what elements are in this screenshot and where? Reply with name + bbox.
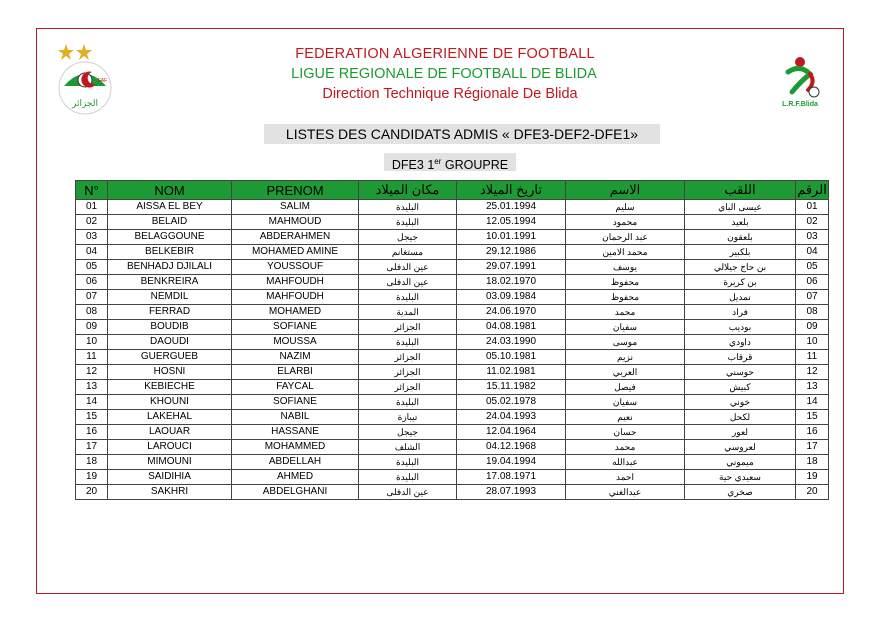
cell-prenom: SOFIANE <box>232 395 359 410</box>
cell-birthplace: البليدة <box>359 395 457 410</box>
cell-nom: LAOUAR <box>108 425 232 440</box>
cell-firstname-ar: محمد <box>566 440 685 455</box>
cell-birthdate: 28.07.1993 <box>457 485 566 500</box>
cell-birthdate: 11.02.1981 <box>457 365 566 380</box>
cell-prenom: YOUSSOUF <box>232 260 359 275</box>
table-row <box>76 290 829 305</box>
cell-num-ar: 12 <box>796 365 829 380</box>
header-prenom: PRENOM <box>232 181 359 200</box>
cell-prenom: ABDELGHANI <box>232 485 359 500</box>
league-title: LIGUE REGIONALE DE FOOTBALL DE BLIDA <box>291 66 597 82</box>
cell-birthdate: 04.08.1981 <box>457 320 566 335</box>
cell-prenom: ABDELLAH <box>232 455 359 470</box>
cell-prenom: ABDERAHMEN <box>232 230 359 245</box>
table-row <box>76 395 829 410</box>
cell-lastname-ar: بلعقون <box>685 230 796 245</box>
cell-num-ar: 19 <box>796 470 829 485</box>
list-title: LISTES DES CANDIDATS ADMIS « DFE3-DEF2-DFE1» <box>264 124 660 144</box>
cell-lastname-ar: قرقاب <box>685 350 796 365</box>
cell-birthplace: الجزائر <box>359 380 457 395</box>
cell-birthplace: البليدة <box>359 470 457 485</box>
cell-num: 10 <box>76 335 108 350</box>
cell-nom: BENHADJ DJILALI <box>108 260 232 275</box>
cell-birthdate: 19.04.1994 <box>457 455 566 470</box>
table-row <box>76 230 829 245</box>
cell-nom: FERRAD <box>108 305 232 320</box>
cell-num-ar: 13 <box>796 380 829 395</box>
header-nom: NOM <box>108 181 232 200</box>
cell-birthdate: 12.04.1964 <box>457 425 566 440</box>
cell-nom: KEBIECHE <box>108 380 232 395</box>
table-row <box>76 380 829 395</box>
table-row <box>76 470 829 485</box>
cell-lastname-ar: بلكبير <box>685 245 796 260</box>
cell-num: 17 <box>76 440 108 455</box>
cell-birthdate: 04.12.1968 <box>457 440 566 455</box>
cell-firstname-ar: نزيم <box>566 350 685 365</box>
header-num-ar: الرقم <box>796 181 829 200</box>
cell-prenom: MOUSSA <box>232 335 359 350</box>
table-row <box>76 425 829 440</box>
cell-num: 04 <box>76 245 108 260</box>
cell-birthplace: البليدة <box>359 335 457 350</box>
group-sup: er <box>434 157 442 166</box>
cell-num-ar: 17 <box>796 440 829 455</box>
candidates-table <box>75 180 829 500</box>
cell-num: 08 <box>76 305 108 320</box>
cell-nom: BELAID <box>108 215 232 230</box>
cell-birthdate: 10.01.1991 <box>457 230 566 245</box>
cell-prenom: MAHFOUDH <box>232 290 359 305</box>
cell-birthplace: جيجل <box>359 230 457 245</box>
cell-num-ar: 09 <box>796 320 829 335</box>
cell-num-ar: 20 <box>796 485 829 500</box>
cell-birthdate: 24.03.1990 <box>457 335 566 350</box>
cell-num-ar: 15 <box>796 410 829 425</box>
cell-lastname-ar: عيسى الباي <box>685 200 796 215</box>
table-body <box>76 200 829 500</box>
cell-num-ar: 06 <box>796 275 829 290</box>
cell-firstname-ar: فيصل <box>566 380 685 395</box>
cell-birthdate: 03.09.1984 <box>457 290 566 305</box>
direction-title: Direction Technique Régionale De Blida <box>322 86 578 102</box>
cell-num-ar: 01 <box>796 200 829 215</box>
cell-birthplace: الجزائر <box>359 350 457 365</box>
table-header-row <box>76 181 829 200</box>
table-row <box>76 440 829 455</box>
cell-birthdate: 05.02.1978 <box>457 395 566 410</box>
table-row <box>76 320 829 335</box>
cell-prenom: MOHAMED AMINE <box>232 245 359 260</box>
cell-birthdate: 15.11.1982 <box>457 380 566 395</box>
cell-num: 19 <box>76 470 108 485</box>
cell-lastname-ar: بلعيد <box>685 215 796 230</box>
cell-firstname-ar: سليم <box>566 200 685 215</box>
cell-firstname-ar: محمد <box>566 305 685 320</box>
cell-lastname-ar: بن حاج جيلالي <box>685 260 796 275</box>
cell-birthplace: البليدة <box>359 455 457 470</box>
cell-lastname-ar: لعور <box>685 425 796 440</box>
table-row <box>76 365 829 380</box>
cell-firstname-ar: محمود <box>566 215 685 230</box>
cell-num: 03 <box>76 230 108 245</box>
cell-birthdate: 29.07.1991 <box>457 260 566 275</box>
cell-birthdate: 24.04.1993 <box>457 410 566 425</box>
cell-num: 16 <box>76 425 108 440</box>
cell-firstname-ar: يوسف <box>566 260 685 275</box>
cell-num: 01 <box>76 200 108 215</box>
cell-lastname-ar: لكحل <box>685 410 796 425</box>
cell-num: 18 <box>76 455 108 470</box>
cell-firstname-ar: سفيان <box>566 395 685 410</box>
cell-birthdate: 17.08.1971 <box>457 470 566 485</box>
cell-birthdate: 12.05.1994 <box>457 215 566 230</box>
cell-firstname-ar: موسى <box>566 335 685 350</box>
table-row <box>76 335 829 350</box>
cell-firstname-ar: محفوظ <box>566 275 685 290</box>
cell-num-ar: 16 <box>796 425 829 440</box>
cell-firstname-ar: احمد <box>566 470 685 485</box>
cell-birthdate: 05.10.1981 <box>457 350 566 365</box>
cell-num-ar: 02 <box>796 215 829 230</box>
cell-prenom: HASSANE <box>232 425 359 440</box>
cell-nom: SAKHRI <box>108 485 232 500</box>
table-row <box>76 305 829 320</box>
cell-birthplace: الشلف <box>359 440 457 455</box>
cell-firstname-ar: عبدالله <box>566 455 685 470</box>
cell-num-ar: 07 <box>796 290 829 305</box>
cell-birthdate: 25.01.1994 <box>457 200 566 215</box>
cell-prenom: FAYCAL <box>232 380 359 395</box>
cell-lastname-ar: كبيش <box>685 380 796 395</box>
cell-birthplace: عين الدفلى <box>359 275 457 290</box>
cell-nom: KHOUNI <box>108 395 232 410</box>
table-row <box>76 455 829 470</box>
cell-nom: BELAGGOUNE <box>108 230 232 245</box>
cell-num: 11 <box>76 350 108 365</box>
cell-firstname-ar: محمد الامين <box>566 245 685 260</box>
table-row <box>76 245 829 260</box>
cell-prenom: NAZIM <box>232 350 359 365</box>
cell-birthplace: الجزائر <box>359 365 457 380</box>
cell-nom: SAIDIHIA <box>108 470 232 485</box>
svg-text:FAF: FAF <box>98 78 108 84</box>
svg-text:L.R.F.Blida: L.R.F.Blida <box>782 101 818 108</box>
table-row <box>76 350 829 365</box>
table-row <box>76 260 829 275</box>
cell-lastname-ar: ميموني <box>685 455 796 470</box>
group-suffix: GROUPRE <box>441 158 509 173</box>
cell-lastname-ar: نمديل <box>685 290 796 305</box>
table-row <box>76 275 829 290</box>
cell-num-ar: 08 <box>796 305 829 320</box>
federation-title: FEDERATION ALGERIENNE DE FOOTBALL <box>295 46 595 62</box>
cell-lastname-ar: بن كريرة <box>685 275 796 290</box>
cell-firstname-ar: حسان <box>566 425 685 440</box>
cell-prenom: AHMED <box>232 470 359 485</box>
cell-prenom: ELARBI <box>232 365 359 380</box>
cell-firstname-ar: سفيان <box>566 320 685 335</box>
group-prefix: DFE3 1 <box>391 158 435 173</box>
cell-birthplace: البليدة <box>359 215 457 230</box>
cell-lastname-ar: بوديب <box>685 320 796 335</box>
cell-num: 12 <box>76 365 108 380</box>
table-row <box>76 410 829 425</box>
cell-birthplace: الجزائر <box>359 320 457 335</box>
cell-nom: BOUDIB <box>108 320 232 335</box>
cell-num-ar: 14 <box>796 395 829 410</box>
cell-nom: BENKREIRA <box>108 275 232 290</box>
cell-nom: DAOUDI <box>108 335 232 350</box>
cell-nom: BELKEBIR <box>108 245 232 260</box>
header-birthdate: تاريخ الميلاد <box>457 181 566 200</box>
cell-nom: LAKEHAL <box>108 410 232 425</box>
group-label <box>384 153 516 171</box>
cell-prenom: MOHAMMED <box>232 440 359 455</box>
cell-num-ar: 03 <box>796 230 829 245</box>
table-row <box>76 200 829 215</box>
cell-num-ar: 05 <box>796 260 829 275</box>
cell-nom: LAROUCI <box>108 440 232 455</box>
cell-prenom: MOHAMED <box>232 305 359 320</box>
cell-num: 15 <box>76 410 108 425</box>
svg-text:الجزائر: الجزائر <box>72 99 98 109</box>
cell-lastname-ar: فراد <box>685 305 796 320</box>
cell-num: 20 <box>76 485 108 500</box>
cell-lastname-ar: خوني <box>685 395 796 410</box>
header-birthplace: مكان الميلاد <box>359 181 457 200</box>
cell-prenom: MAHFOUDH <box>232 275 359 290</box>
cell-birthplace: المدية <box>359 305 457 320</box>
cell-birthplace: مستغانم <box>359 245 457 260</box>
header-firstname-ar: الاسم <box>566 181 685 200</box>
cell-firstname-ar: العربي <box>566 365 685 380</box>
cell-birthplace: تيبازة <box>359 410 457 425</box>
cell-num: 05 <box>76 260 108 275</box>
cell-num-ar: 11 <box>796 350 829 365</box>
header-lastname-ar: اللقب <box>685 181 796 200</box>
cell-lastname-ar: لعروسي <box>685 440 796 455</box>
table-row <box>76 485 829 500</box>
cell-lastname-ar: حوسني <box>685 365 796 380</box>
cell-nom: AISSA EL BEY <box>108 200 232 215</box>
cell-firstname-ar: عبدالغني <box>566 485 685 500</box>
cell-nom: GUERGUEB <box>108 350 232 365</box>
cell-nom: NEMDIL <box>108 290 232 305</box>
cell-lastname-ar: سعيدي حية <box>685 470 796 485</box>
cell-firstname-ar: محفوظ <box>566 290 685 305</box>
cell-birthplace: البليدة <box>359 200 457 215</box>
cell-firstname-ar: عبد الرحمان <box>566 230 685 245</box>
cell-num: 14 <box>76 395 108 410</box>
cell-birthdate: 29.12.1986 <box>457 245 566 260</box>
cell-nom: HOSNI <box>108 365 232 380</box>
cell-birthdate: 24.06.1970 <box>457 305 566 320</box>
cell-num-ar: 10 <box>796 335 829 350</box>
cell-num: 09 <box>76 320 108 335</box>
cell-num-ar: 18 <box>796 455 829 470</box>
cell-birthplace: عين الدفلى <box>359 260 457 275</box>
cell-num: 07 <box>76 290 108 305</box>
cell-num-ar: 04 <box>796 245 829 260</box>
cell-num: 13 <box>76 380 108 395</box>
cell-num: 02 <box>76 215 108 230</box>
cell-birthplace: جيجل <box>359 425 457 440</box>
table-row <box>76 215 829 230</box>
cell-prenom: NABIL <box>232 410 359 425</box>
header-num: N° <box>76 181 108 200</box>
cell-nom: MIMOUNI <box>108 455 232 470</box>
cell-firstname-ar: نعيم <box>566 410 685 425</box>
cell-lastname-ar: صخري <box>685 485 796 500</box>
cell-birthdate: 18.02.1970 <box>457 275 566 290</box>
cell-prenom: SALIM <box>232 200 359 215</box>
cell-num: 06 <box>76 275 108 290</box>
cell-prenom: SOFIANE <box>232 320 359 335</box>
cell-birthplace: البليدة <box>359 290 457 305</box>
cell-lastname-ar: داودي <box>685 335 796 350</box>
cell-prenom: MAHMOUD <box>232 215 359 230</box>
cell-birthplace: عين الدفلى <box>359 485 457 500</box>
